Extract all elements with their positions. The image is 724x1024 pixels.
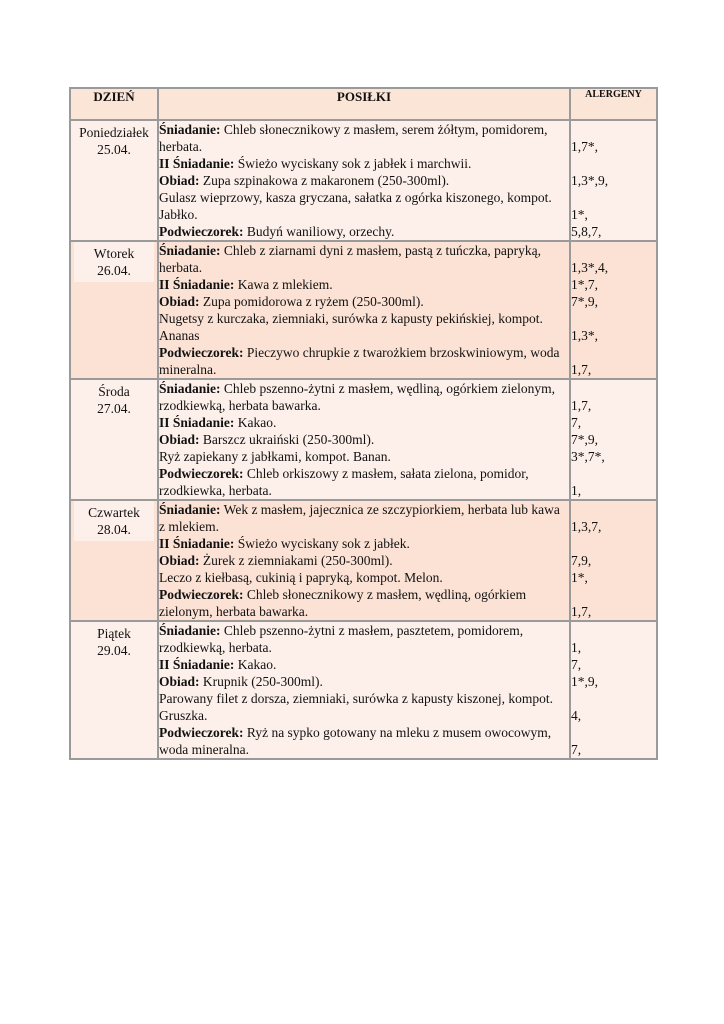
allergen-line [571, 344, 656, 361]
meal-label: Podwieczorek: [159, 224, 244, 239]
meal-line [159, 276, 569, 293]
meal-text: Pieczywo chrupkie z twarożkiem brzoskwiniowym, woda mineralna. [159, 345, 560, 377]
allergen-line [571, 189, 656, 206]
meal-line [159, 448, 569, 465]
meal-label: Śniadanie: [159, 122, 221, 137]
allergen-line [571, 121, 656, 138]
meal-text: Gulasz wieprzowy, kasza gryczana, sałatka z ogórka kiszonego, kompot. Jabłko. [159, 190, 552, 222]
meal-label: Podwieczorek: [159, 466, 244, 481]
meals-cell [158, 120, 570, 241]
allergen-line: 3*,7*, [571, 449, 605, 464]
meal-line [159, 724, 569, 758]
meal-label: Śniadanie: [159, 623, 221, 638]
allergen-line: 1,7*, [571, 139, 598, 154]
meal-label: II Śniadanie: [159, 277, 235, 292]
meal-text: Kakao. [234, 415, 277, 430]
day-name: Wtorek [93, 246, 135, 261]
allergen-line [571, 310, 656, 327]
meal-line [159, 656, 569, 673]
allergen-line: 1, [571, 640, 582, 655]
allergen-line: 7,9, [571, 553, 592, 568]
header-meals: POSIŁKI [158, 88, 570, 120]
meal-text: Chleb pszenno-żytni z masłem, pasztetem, pomidorem, rzodkiewką, herbata. [159, 623, 524, 655]
meal-text: Chleb pszenno-żytni z masłem, wędliną, ogórkiem zielonym, rzodkiewką, herbata bawarka. [159, 381, 555, 413]
allergen-line: 1*,7, [571, 277, 598, 292]
meal-text: Chleb słonecznikowy z masłem, serem żółtym, pomidorem, herbata. [159, 122, 548, 154]
meal-label: II Śniadanie: [159, 536, 235, 551]
allergen-line: 1,3,7, [571, 519, 602, 534]
day-cell [70, 621, 158, 759]
meal-text: Zupa pomidorowa z ryżem (250-300ml). [199, 294, 424, 309]
day-row [70, 120, 657, 241]
allergen-line [571, 155, 656, 172]
day-label-box [74, 622, 154, 662]
meal-line [159, 293, 569, 310]
meal-label: Obiad: [159, 294, 200, 309]
allergens-cell [570, 379, 657, 500]
meal-text: Kawa z mlekiem. [234, 277, 333, 292]
day-date: 25.04. [97, 142, 131, 157]
meal-text: Parowany filet z dorsza, ziemniaki, surówka z kapusty kiszonej, kompot. Gruszka. [159, 691, 554, 723]
allergens-cell [570, 241, 657, 379]
day-label-box [74, 242, 154, 282]
allergen-line: 1*,9, [571, 674, 598, 689]
meal-label: Obiad: [159, 432, 200, 447]
allergen-line: 1, [571, 483, 582, 498]
meal-line [159, 344, 569, 378]
meal-line [159, 242, 569, 276]
day-cell [70, 120, 158, 241]
meal-line [159, 310, 569, 344]
day-name: Poniedziałek [79, 125, 149, 140]
allergen-line: 1*, [571, 207, 588, 222]
allergen-line [571, 242, 656, 259]
day-date: 29.04. [97, 643, 131, 658]
allergens-cell [570, 120, 657, 241]
meal-label: Podwieczorek: [159, 587, 244, 602]
meal-label: II Śniadanie: [159, 156, 235, 171]
meal-label: Obiad: [159, 553, 200, 568]
meal-text: Chleb orkiszowy z masłem, sałata zielona, pomidor, rzodkiewka, herbata. [159, 466, 529, 498]
meal-label: II Śniadanie: [159, 415, 235, 430]
allergen-line: 5,8,7, [571, 224, 602, 239]
day-label-box [74, 121, 154, 161]
meal-text: Chleb słonecznikowy z masłem, wędliną, ogórkiem zielonym, herbata bawarka. [159, 587, 527, 619]
meal-line [159, 569, 569, 586]
meal-text: Zupa szpinakowa z makaronem (250-300ml). [199, 173, 450, 188]
allergen-line: 1,7, [571, 604, 592, 619]
allergen-line: 1,7, [571, 362, 592, 377]
allergen-line [571, 724, 656, 741]
meal-text: Kakao. [234, 657, 277, 672]
meal-text: Ryż na sypko gotowany na mleku z musem owocowym, woda mineralna. [159, 725, 552, 757]
day-cell [70, 379, 158, 500]
menu-table [69, 87, 658, 760]
day-date: 26.04. [97, 263, 131, 278]
allergen-line [571, 622, 656, 639]
allergen-line: 1,7, [571, 398, 592, 413]
meal-line [159, 535, 569, 552]
meal-line [159, 155, 569, 172]
meal-label: Obiad: [159, 173, 200, 188]
allergen-line [571, 535, 656, 552]
meal-line [159, 189, 569, 223]
day-row [70, 379, 657, 500]
allergen-line: 7, [571, 415, 582, 430]
meal-line [159, 501, 569, 535]
header-allergens: ALERGENY [570, 88, 657, 120]
meal-label: Podwieczorek: [159, 345, 244, 360]
allergen-line: 7, [571, 657, 582, 672]
meal-text: Ryż zapiekany z jabłkami, kompot. Banan. [159, 449, 391, 464]
allergen-line: 1*, [571, 570, 588, 585]
allergen-line [571, 586, 656, 603]
meals-cell [158, 500, 570, 621]
day-label-box [74, 380, 154, 420]
meals-cell [158, 621, 570, 759]
meals-cell [158, 241, 570, 379]
meal-label: II Śniadanie: [159, 657, 235, 672]
meal-line [159, 121, 569, 155]
meal-line [159, 673, 569, 690]
meal-line [159, 414, 569, 431]
day-cell [70, 241, 158, 379]
meal-text: Żurek z ziemniakami (250-300ml). [199, 553, 393, 568]
header-row [70, 88, 657, 120]
day-row [70, 621, 657, 759]
allergen-line: 7, [571, 742, 582, 757]
allergen-line: 7*,9, [571, 294, 598, 309]
meal-text: Świeżo wyciskany sok z jabłek. [234, 536, 410, 551]
allergen-line: 7*,9, [571, 432, 598, 447]
meal-text: Świeżo wyciskany sok z jabłek i marchwii. [234, 156, 472, 171]
day-row [70, 500, 657, 621]
meal-label: Śniadanie: [159, 243, 221, 258]
meal-line [159, 223, 569, 240]
meal-line [159, 690, 569, 724]
day-label-box [74, 501, 154, 541]
allergen-line: 1,3*, [571, 328, 598, 343]
meal-text: Budyń waniliowy, orzechy. [243, 224, 395, 239]
meal-text: Leczo z kiełbasą, cukinią i papryką, kompot. Melon. [159, 570, 443, 585]
allergen-line [571, 690, 656, 707]
day-name: Piątek [97, 626, 131, 641]
meal-text: Nugetsy z kurczaka, ziemniaki, surówka z kapusty pekińskiej, kompot. Ananas [159, 311, 543, 343]
allergen-line: 1,3*,9, [571, 173, 609, 188]
meal-text: Barszcz ukraiński (250-300ml). [199, 432, 375, 447]
allergen-line [571, 380, 656, 397]
meal-label: Śniadanie: [159, 381, 221, 396]
day-date: 28.04. [97, 522, 131, 537]
day-cell [70, 500, 158, 621]
day-name: Środa [98, 384, 130, 399]
allergen-line [571, 465, 656, 482]
meal-line [159, 431, 569, 448]
meals-cell [158, 379, 570, 500]
meal-line [159, 380, 569, 414]
day-date: 27.04. [97, 401, 131, 416]
day-name: Czwartek [88, 505, 140, 520]
meal-text: Wek z masłem, jajecznica ze szczypiorkiem, herbata lub kawa z mlekiem. [159, 502, 560, 534]
allergen-line: 4, [571, 708, 582, 723]
meal-line [159, 622, 569, 656]
menu-body [70, 120, 657, 759]
allergens-cell [570, 500, 657, 621]
allergen-line: 1,3*,4, [571, 260, 609, 275]
meal-line [159, 552, 569, 569]
meal-line [159, 172, 569, 189]
meal-label: Obiad: [159, 674, 200, 689]
day-row [70, 241, 657, 379]
meal-text: Chleb z ziarnami dyni z masłem, pastą z tuńczka, papryką, herbata. [159, 243, 542, 275]
meal-text: Krupnik (250-300ml). [199, 674, 323, 689]
allergens-cell [570, 621, 657, 759]
meal-label: Śniadanie: [159, 502, 221, 517]
meal-label: Podwieczorek: [159, 725, 244, 740]
meal-line [159, 586, 569, 620]
meal-line [159, 465, 569, 499]
allergen-line [571, 501, 656, 518]
header-day: DZIEŃ [70, 88, 158, 120]
